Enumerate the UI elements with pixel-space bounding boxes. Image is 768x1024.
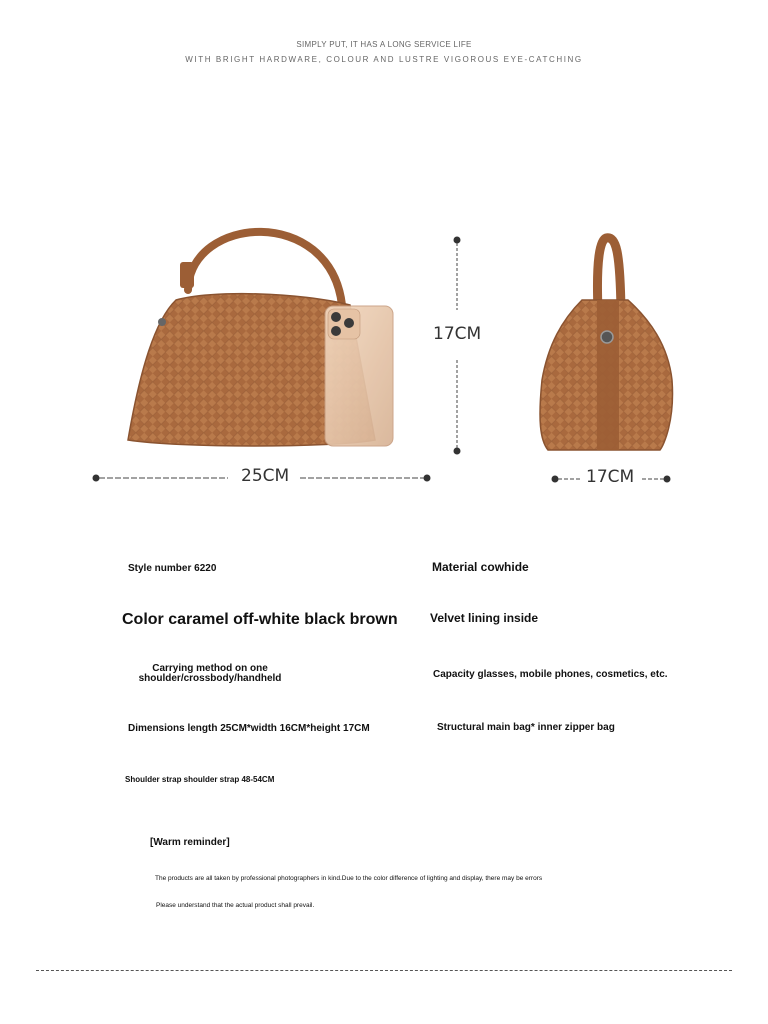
phone-for-scale (325, 306, 393, 446)
side-buckle-icon (601, 331, 613, 343)
side-gusset (597, 300, 619, 450)
spec-style-number: Style number 6220 (128, 563, 217, 574)
tagline-bottom: WITH BRIGHT HARDWARE, COLOUR AND LUSTRE VIGOROUS EYE-CATCHING (185, 55, 583, 64)
height-dimension-line (454, 237, 461, 455)
spec-capacity: Capacity glasses, mobile phones, cosmetics, etc. (433, 669, 668, 680)
side-handle (597, 238, 621, 310)
camera-lens-icon (344, 318, 354, 328)
reminder-line-2: Please understand that the actual product shall prevail. (156, 902, 315, 909)
spec-lining: Velvet lining inside (430, 611, 539, 625)
height-label: 17CM (433, 324, 482, 344)
tagline-top: SIMPLY PUT, IT HAS A LONG SERVICE LIFE (296, 40, 472, 49)
spec-shoulder-strap: Shoulder strap shoulder strap 48-54CM (125, 775, 275, 784)
side-hardware-icon (158, 318, 166, 326)
bottom-divider (36, 970, 732, 971)
strap-tab (180, 262, 194, 288)
spec-carrying-method: Carrying method on one shoulder/crossbody/handheld (138, 663, 282, 684)
camera-lens-icon (331, 312, 341, 322)
bag-side-view (540, 238, 673, 450)
reminder-title: [Warm reminder] (150, 837, 230, 848)
spec-dimensions: Dimensions length 25CM*width 16CM*height 17CM (128, 723, 370, 734)
product-dimension-illustration (0, 220, 768, 500)
spec-material: Material cowhide (432, 560, 529, 574)
spec-structure: Structural main bag* inner zipper bag (437, 722, 615, 733)
width-label: 25CM (241, 466, 290, 486)
reminder-line-1: The products are all taken by professional photographers in kind.Due to the color difference of lighting and display, there may be errors (155, 875, 543, 882)
camera-lens-icon (331, 326, 341, 336)
depth-label: 17CM (586, 467, 635, 487)
spec-color: Color caramel off-white black brown (122, 611, 398, 628)
